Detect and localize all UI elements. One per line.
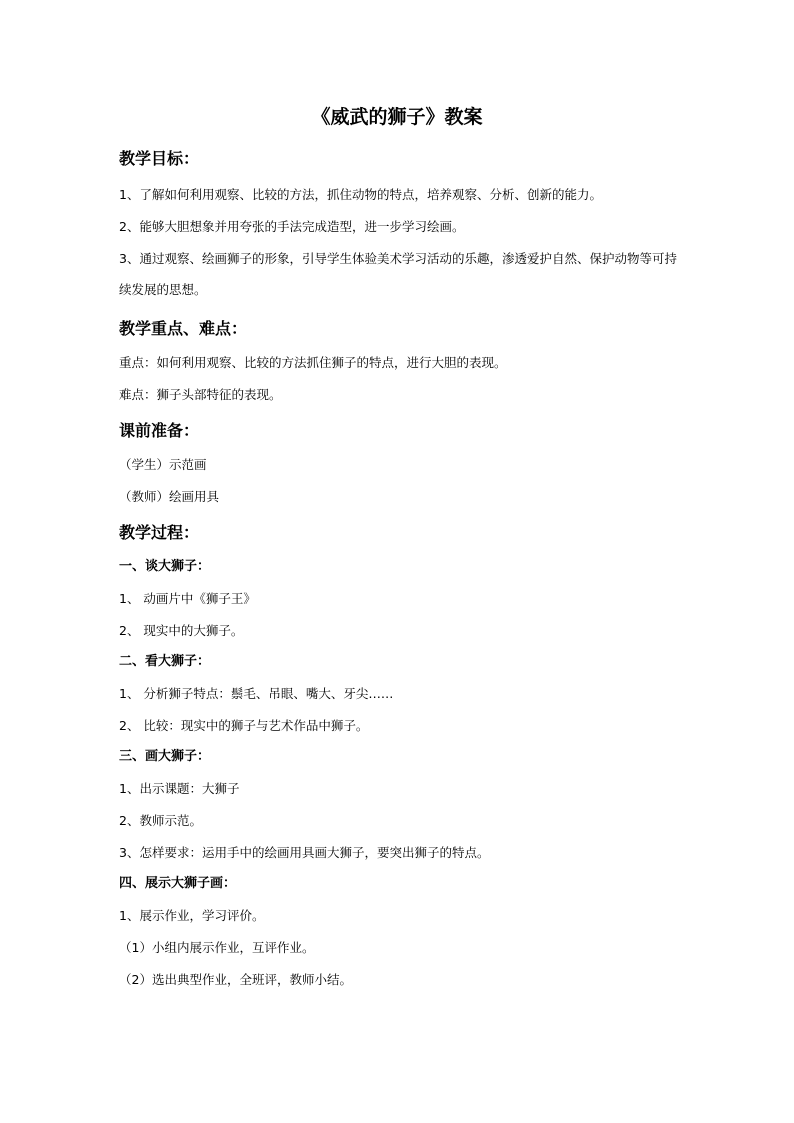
process-heading: 教学过程： <box>119 523 200 542</box>
objective-item-3: 3、通过观察、绘画狮子的形象，引导学生体验美术学习活动的乐趣，渗透爱护自然、保护动物等可持续发展的思想。 <box>119 251 677 297</box>
document-body <box>119 145 679 990</box>
objective-item-1: 1、了解如何利用观察、比较的方法，抓住动物的特点，培养观察、分析、创新的能力。 <box>119 187 602 202</box>
process-part-2-item-2: 2、 比较：现实中的狮子与艺术作品中狮子。 <box>119 718 369 733</box>
preparation-heading: 课前准备： <box>119 421 200 440</box>
process-part-4-item-1: 1、展示作业，学习评价。 <box>119 908 265 923</box>
process-part-1-heading: 一、谈大狮子： <box>119 559 211 574</box>
process-part-2-heading: 二、看大狮子： <box>119 654 211 669</box>
process-part-1-item-1: 1、 动画片中《狮子王》 <box>119 591 256 606</box>
process-part-4-item-3: （2）选出典型作业，全班评，教师小结。 <box>119 972 352 987</box>
process-part-1-item-2: 2、 现实中的大狮子。 <box>119 623 244 638</box>
process-part-4-item-2: （1）小组内展示作业，互评作业。 <box>119 940 315 955</box>
preparation-item-students: （学生）示范画 <box>119 457 207 472</box>
process-part-3-heading: 三、画大狮子： <box>119 749 211 764</box>
preparation-item-teacher: （教师）绘画用具 <box>119 489 220 504</box>
process-part-3-item-2: 2、教师示范。 <box>119 813 202 828</box>
process-part-3-item-1: 1、出示课题：大狮子 <box>119 781 240 796</box>
document-title: 《威武的狮子》教案 <box>311 106 483 128</box>
objective-item-2: 2、能够大胆想象并用夸张的手法完成造型，进一步学习绘画。 <box>119 219 465 234</box>
key-point-difficulty: 难点：狮子头部特征的表现。 <box>119 387 282 402</box>
key-point-focus: 重点：如何利用观察、比较的方法抓住狮子的特点，进行大胆的表现。 <box>119 355 507 370</box>
objectives-heading: 教学目标： <box>119 149 200 168</box>
process-part-2-item-1: 1、 分析狮子特点：鬃毛、吊眼、嘴大、牙尖…… <box>119 686 394 701</box>
process-part-3-item-3: 3、怎样要求：运用手中的绘画用具画大狮子，要突出狮子的特点。 <box>119 845 490 860</box>
process-part-4-heading: 四、展示大狮子画： <box>119 876 237 891</box>
key-points-heading: 教学重点、难点： <box>119 319 248 338</box>
